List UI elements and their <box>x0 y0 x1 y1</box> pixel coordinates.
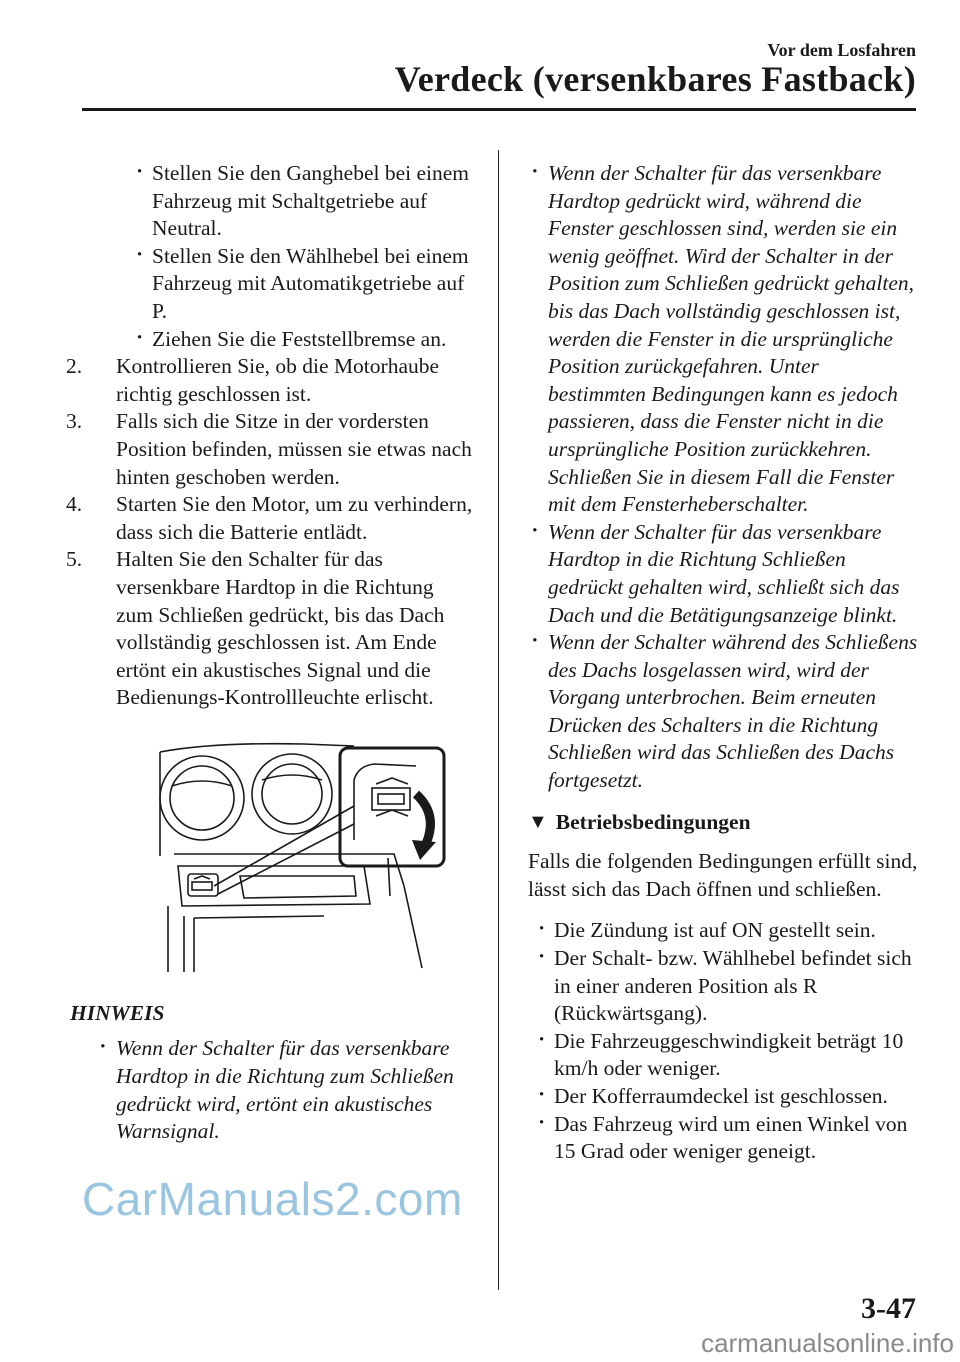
step-item <box>66 546 476 712</box>
step-item <box>66 353 476 408</box>
intro-paragraph: Falls die folgenden Bedingungen erfüllt sind, lässt sich das Dach öffnen und schließen. <box>528 849 918 901</box>
step-number: 3. <box>66 409 83 434</box>
page-title: Verdeck (versenkbares Fastback) <box>394 59 916 99</box>
step-text: Falls sich die Sitze in der vordersten Position befinden, müssen sie etwas nach hinten geschoben werden. <box>116 409 472 489</box>
sub-bullet-item: · Stellen Sie den Ganghebel bei einem Fahrzeug mit Schaltgetriebe auf Neutral. <box>132 160 476 243</box>
italic-note-list <box>528 160 918 795</box>
section-label: Vor dem Losfahren <box>767 40 916 60</box>
right-column <box>528 160 918 1166</box>
step-text: Halten Sie den Schalter für das versenkbare Hardtop in die Richtung zum Schließen gedrückt, bis das Dach vollständig geschlossen ist. Am Ende ertönt ein akustisches Signal und die Bedienungs-Kontrollleuchte erlischt. <box>116 547 445 710</box>
step-item <box>66 491 476 546</box>
section-heading <box>528 809 918 837</box>
watermark-carmanuals2: CarManuals2.com <box>82 1173 463 1225</box>
step-number: 5. <box>66 547 83 572</box>
conditions-list <box>534 917 918 1165</box>
note-bullet-list <box>96 1035 476 1145</box>
step-number: 4. <box>66 492 83 517</box>
note-bullet-item: · Wenn der Schalter während des Schließens des Dachs losgelassen wird, wird der Vorgang unterbrochen. Beim erneuten Drücken des Schalters in die Richtung Schließen wird das Schließen des Dachs fortgesetzt. <box>528 629 918 795</box>
sub-bullet-list <box>132 160 476 353</box>
note-heading: HINWEIS <box>70 1000 165 1025</box>
note-bullet-item: · Wenn der Schalter für das versenkbare Hardtop in die Richtung Schließen gedrückt gehalten wird, schließt sich das Dach und die Betätigungsanzeige blinkt. <box>528 519 918 629</box>
sub-bullet-item: · Stellen Sie den Wählhebel bei einem Fahrzeug mit Automatikgetriebe auf P. <box>132 243 476 326</box>
condition-item: · Die Zündung ist auf ON gestellt sein. <box>534 917 918 945</box>
header-rule <box>82 108 916 111</box>
section-heading-text: Betriebsbedingungen <box>555 809 751 834</box>
triangle-down-icon: ▼ <box>528 810 548 833</box>
left-column <box>66 160 476 1146</box>
condition-item: · Das Fahrzeug wird um einen Winkel von 15 Grad oder weniger geneigt. <box>534 1111 918 1166</box>
note-bullet-item: · Wenn der Schalter für das versenkbare Hardtop gedrückt wird, während die Fenster geschlossen sind, werden sie ein wenig geöffnet. Wird der Schalter in der Position zum Schließen gedrückt gehalten, bis das Dach vollständig geschlossen ist, werden die Fenster in die ursprüngliche Position zurückgefahren. Unter bestimmten Bedingungen kann es jedoch passieren, dass die Fenster nicht in die ursprüngliche Position zurückkehren. Schließen Sie in diesem Fall die Fenster mit dem Fensterheberschalter. <box>528 160 918 519</box>
step-text: Starten Sie den Motor, um zu verhindern, dass sich die Batterie entlädt. <box>116 492 473 544</box>
step-number: 2. <box>66 354 83 379</box>
step-text: Kontrollieren Sie, ob die Motorhaube richtig geschlossen ist. <box>116 354 440 406</box>
numbered-steps <box>66 353 476 712</box>
condition-item: · Die Fahrzeuggeschwindigkeit beträgt 10 km/h oder weniger. <box>534 1028 918 1083</box>
note-bullet-item: · Wenn der Schalter für das versenkbare Hardtop in die Richtung zum Schließen gedrückt wird, ertönt ein akustisches Warnsignal. <box>96 1035 476 1145</box>
watermark-carmanualsonline: carmanualsonline.info <box>701 1328 954 1358</box>
condition-item: · Der Schalt- bzw. Wählhebel befindet sich in einer anderen Position als R (Rückwärtsgang). <box>534 945 918 1028</box>
step-item <box>66 408 476 491</box>
hardtop-switch-illustration <box>154 736 446 976</box>
condition-item: · Der Kofferraumdeckel ist geschlossen. <box>534 1083 918 1111</box>
sub-bullet-item: · Ziehen Sie die Feststellbremse an. <box>132 326 476 354</box>
page-number: 3-47 <box>861 1292 916 1325</box>
column-divider <box>498 150 499 1290</box>
